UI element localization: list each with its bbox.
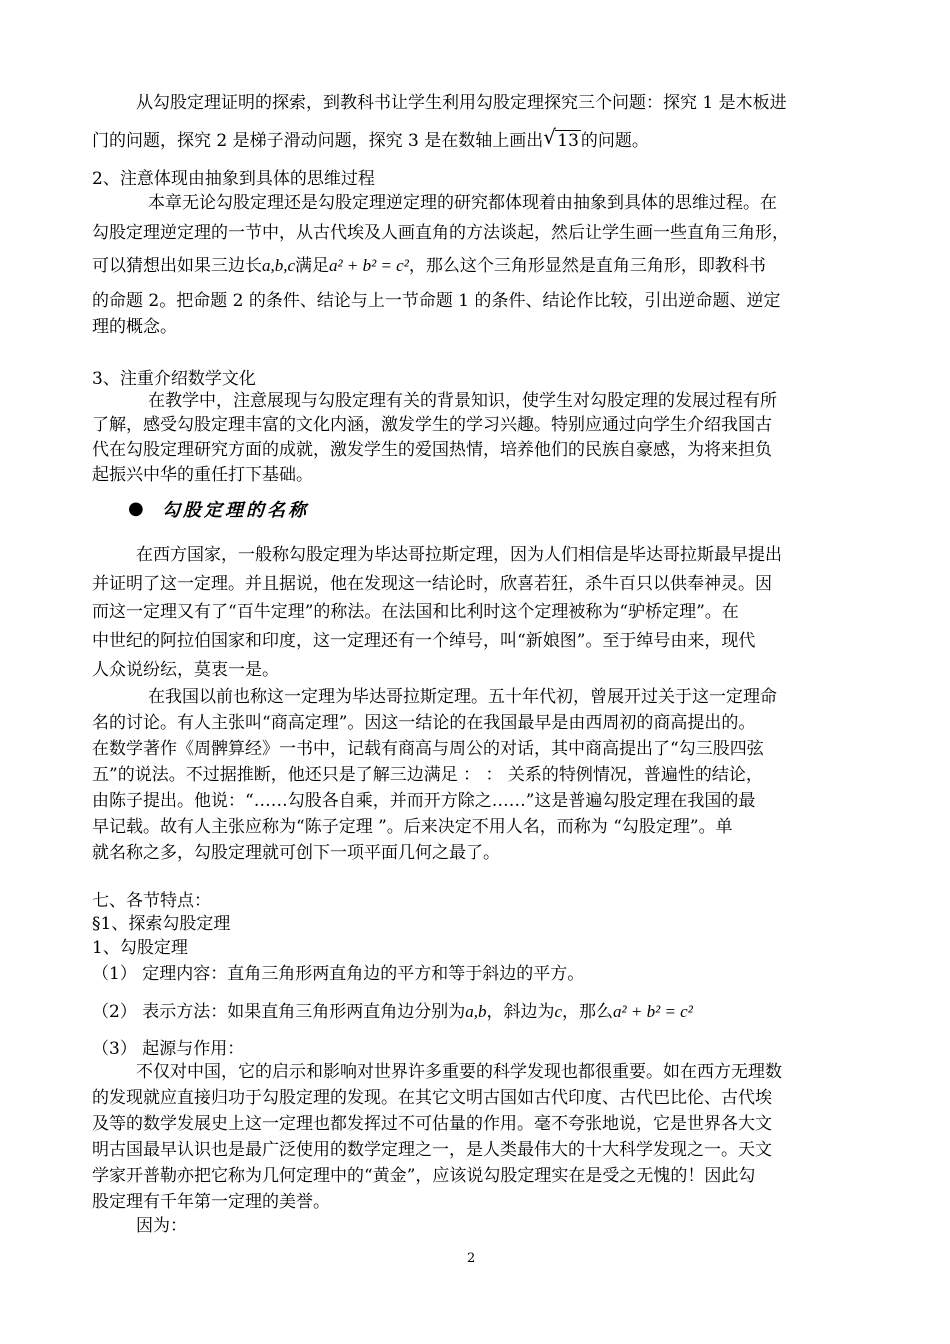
paragraph-line: 而这一定理又有了“百牛定理”的称法。在法国和比利时这个定理被称为“驴桥定理”。在 (92, 602, 739, 622)
paragraph-line: 起振兴中华的重任打下基础。 (92, 465, 313, 485)
paragraph-line: 从勾股定理证明的探索，到教科书让学生利用勾股定理探究三个问题：探究 1 是木板进 (136, 93, 787, 113)
section-title: 3、注重介绍数学文化 (92, 369, 256, 389)
paragraph-line: 勾股定理逆定理的一节中，从古代埃及人画直角的方法谈起，然后让学生画一些直角三角形， (92, 223, 789, 243)
text-span: ，那么 (562, 1002, 614, 1022)
paragraph-line: 中世纪的阿拉伯国家和印度，这一定理还有一个绰号，叫“新娘图”。至于绰号由来，现代 (92, 631, 756, 651)
paragraph-line: 了解，感受勾股定理丰富的文化内涵，激发学生的学习兴趣。特别应通过向学生介绍我国古 (92, 415, 772, 435)
paragraph-line: 不仅对中国，它的启示和影响对世界许多重要的科学发现也都很重要。如在西方无理数 (136, 1062, 782, 1082)
text-span: ，那么这个三角形显然是直角三角形，即教科书 (408, 256, 766, 276)
radicand: 13 (557, 131, 579, 151)
radical-sign: √ (543, 125, 556, 149)
paragraph-line: 早记载。故有人主张应称为“陈子定理 ”。后来决定不用人名，而称为 “勾股定理”。单 (92, 817, 733, 837)
text-span: 可以猜想出如果三边长 (92, 256, 262, 276)
list-item (92, 1001, 693, 1023)
pythagorean-equation: a² + b² = c² (613, 1002, 693, 1021)
paragraph-line: 就名称之多，勾股定理就可创下一项平面几何之最了。 (92, 843, 500, 863)
paragraph-line: 及等的数学发展史上这一定理也都发挥过不可估量的作用。毫不夸张地说，它是世界各大文 (92, 1114, 772, 1134)
text-span: 的问题。 (580, 131, 649, 151)
paragraph-line: 的发现就应直接归功于勾股定理的发现。在其它文明古国如古代印度、古代巴比伦、古代埃 (92, 1088, 772, 1108)
item-title: 1、勾股定理 (92, 938, 188, 958)
paragraph-line: 本章无论勾股定理还是勾股定理逆定理的研究都体现着由抽象到具体的思维过程。在 (148, 193, 777, 213)
sqrt-expression (543, 125, 581, 152)
section-title: 2、注意体现由抽象到具体的思维过程 (92, 169, 375, 189)
math-vars: a,b (465, 1002, 487, 1021)
list-item: （3） 起源与作用： (92, 1039, 245, 1059)
text-span: （2） 表示方法：如果直角三角形两直角边分别为 (92, 1002, 466, 1022)
paragraph-line (92, 125, 649, 152)
section-title: 七、各节特点： (92, 891, 211, 911)
paragraph-line: 明古国最早认识也是最广泛使用的数学定理之一，是人类最伟大的十大科学发现之一。天文 (92, 1140, 772, 1160)
pythagorean-equation: a² + b² = c² (329, 256, 409, 275)
subsection-title: §1、探索勾股定理 (92, 914, 231, 934)
paragraph-line: 在教学中，注意展现与勾股定理有关的背景知识，使学生对勾股定理的发展过程有所 (148, 391, 777, 411)
paragraph-line: 名的讨论。有人主张叫“商高定理”。因这一结论的在我国最早是由西周初的商高提出的。 (92, 713, 756, 733)
paragraph-line: 人众说纷纭，莫衷一是。 (92, 660, 279, 680)
text-span: 满足 (295, 256, 330, 276)
section-heading: 勾股定理的名称 (162, 500, 309, 521)
paragraph-line: 理的概念。 (92, 317, 177, 337)
paragraph-line: 由陈子提出。他说：“……勾股各自乘，并而开方除之……”这是普遍勾股定理在我国的最 (92, 791, 756, 811)
paragraph-line: 五”的说法。不过据推断，他还只是了解三边满足 ： ： 关系的特例情况，普遍性的结论， (92, 765, 763, 785)
paragraph-line: 在西方国家，一般称勾股定理为毕达哥拉斯定理，因为人们相信是毕达哥拉斯最早提出 (136, 545, 782, 565)
paragraph-line: 学家开普勒亦把它称为几何定理中的“黄金”，应该说勾股定理实在是受之无愧的！因此勾 (92, 1166, 756, 1186)
text-span: 门的问题，探究 2 是梯子滑动问题，探究 3 是在数轴上画出 (92, 131, 544, 151)
math-var: c (554, 1002, 563, 1021)
text-span: ，斜边为 (486, 1002, 555, 1022)
paragraph-line: 在我国以前也称这一定理为毕达哥拉斯定理。五十年代初，曾展开过关于这一定理命 (148, 687, 777, 707)
paragraph-line: 的命题 2。把命题 2 的条件、结论与上一节命题 1 的条件、结论作比较，引出逆命题、逆定 (92, 291, 781, 311)
page-number: 2 (467, 1251, 476, 1266)
math-vars: a,b,c (262, 256, 296, 275)
paragraph-line: 并证明了这一定理。并且据说，他在发现这一结论时，欣喜若狂，杀牛百只以供奉神灵。因 (92, 574, 772, 594)
list-item: （1） 定理内容：直角三角形两直角边的平方和等于斜边的平方。 (92, 964, 585, 984)
paragraph-line: 在数学著作《周髀算经》一书中，记载有商高与周公的对话，其中商高提出了“勾三股四弦 (92, 739, 764, 759)
paragraph-line (92, 255, 766, 277)
paragraph-line: 股定理有千年第一定理的美誉。 (92, 1192, 330, 1212)
paragraph-line: 代在勾股定理研究方面的成就，激发学生的爱国热情，培养他们的民族自豪感，为将来担负 (92, 440, 772, 460)
paragraph-line: 因为： (136, 1216, 187, 1236)
bullet-icon: ● (128, 498, 144, 519)
